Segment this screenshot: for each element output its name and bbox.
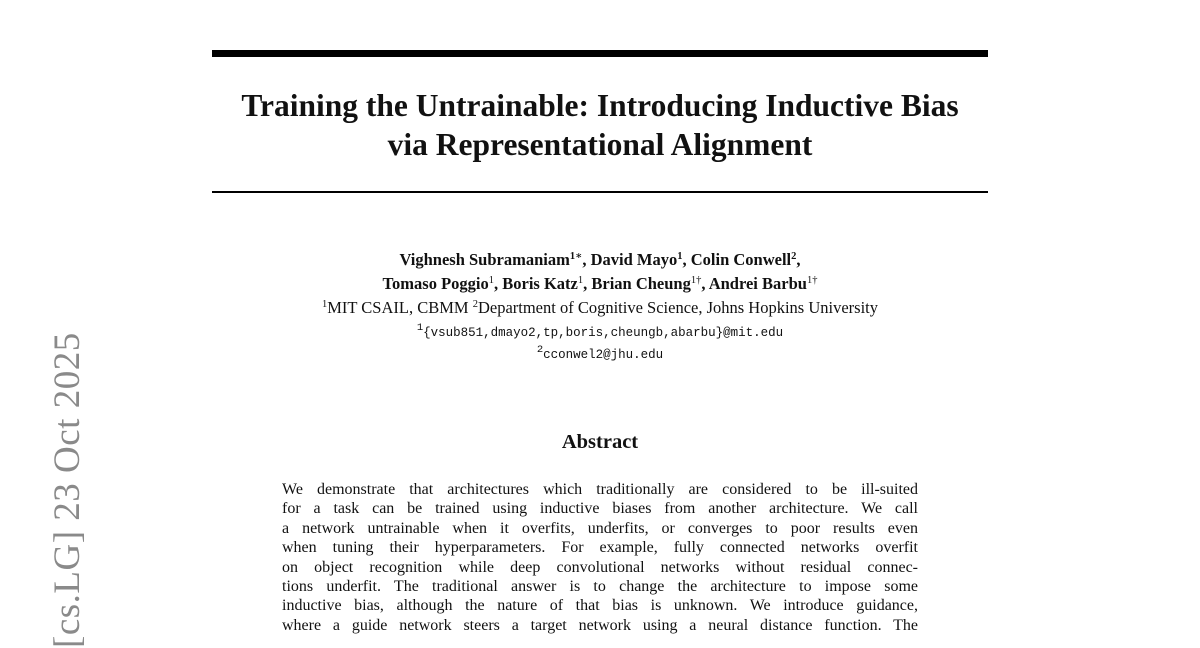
affiliation-sup: 2 [472, 299, 478, 310]
author-block [150, 248, 1050, 369]
email-sup: 1 [416, 322, 424, 334]
abstract-body [282, 480, 918, 635]
abstract-line: where a guide network steers a target network using a neural distance function. The [282, 616, 918, 634]
paper-title [150, 86, 1050, 164]
email-2: cconwel2@jhu.edu [543, 348, 664, 362]
abstract-line: tions underfit. The traditional answer is to change the architecture to impose some [282, 578, 918, 596]
author-sup: 1† [806, 275, 818, 286]
affiliation-1: MIT CSAIL, CBMM [327, 298, 469, 317]
abstract-line: We demonstrate that architectures which traditionally are considered to be ill-suited [282, 481, 918, 498]
author-name: Andrei Barbu [708, 274, 807, 293]
author-sup: 1† [690, 275, 702, 286]
author-line-2: Tomaso Poggio$^1$, Boris Katz$^1$, Brian Cheung$^{1\dagger}$, Andrei Barbu$^{1\dagger}$ [382, 274, 818, 293]
title-top-rule [212, 50, 988, 57]
title-line-2: via Representational Alignment [387, 127, 813, 162]
author-sup: 1 [577, 275, 584, 286]
email-sup: 2 [536, 344, 544, 356]
affiliation-sup: 1 [321, 299, 328, 310]
affiliation-line [150, 296, 1050, 320]
title-line-1: Training the Untrainable: Introducing Inductive Bias [241, 88, 959, 123]
email-1: {vsub851,dmayo2,tp,boris,cheungb,abarbu}@mit.edu [423, 326, 784, 340]
abstract-heading: Abstract [561, 431, 639, 453]
arxiv-stamp: [cs.LG] 23 Oct 2025 [47, 332, 88, 648]
author-name: Brian Cheung [591, 274, 691, 293]
email-line-2 [150, 342, 1050, 369]
abstract-line: inductive bias, although the nature of that bias is unknown. We introduce guidance, [282, 597, 918, 615]
author-line-1: Vighnesh Subramaniam$^{1∗}$, David Mayo$^1$, Colin Conwell$^2$, [399, 250, 801, 269]
author-sup: 1 [488, 275, 494, 286]
affiliation-2: Department of Cognitive Science, Johns Hopkins University [477, 298, 879, 317]
author-name: David Mayo [590, 250, 678, 269]
author-name: Tomaso Poggio [382, 274, 489, 293]
author-name: Colin Conwell [690, 250, 792, 269]
abstract-line: for a task can be trained using inductive biases from another architecture. We call [282, 500, 918, 518]
abstract-line: a network untrainable when it overfits, underfits, or converges to poor results even [282, 519, 918, 537]
author-sup: 2 [791, 251, 797, 262]
abstract-line: on object recognition while deep convolutional networks without residual connec- [282, 558, 918, 576]
author-name: Vighnesh Subramaniam [399, 250, 570, 269]
author-sup: 1 [677, 251, 683, 262]
author-sup: 1∗ [569, 251, 583, 262]
abstract-line: when tuning their hyperparameters. For example, fully connected networks overfit [282, 539, 918, 557]
author-name: Boris Katz [502, 274, 578, 293]
title-bottom-rule [212, 191, 988, 193]
